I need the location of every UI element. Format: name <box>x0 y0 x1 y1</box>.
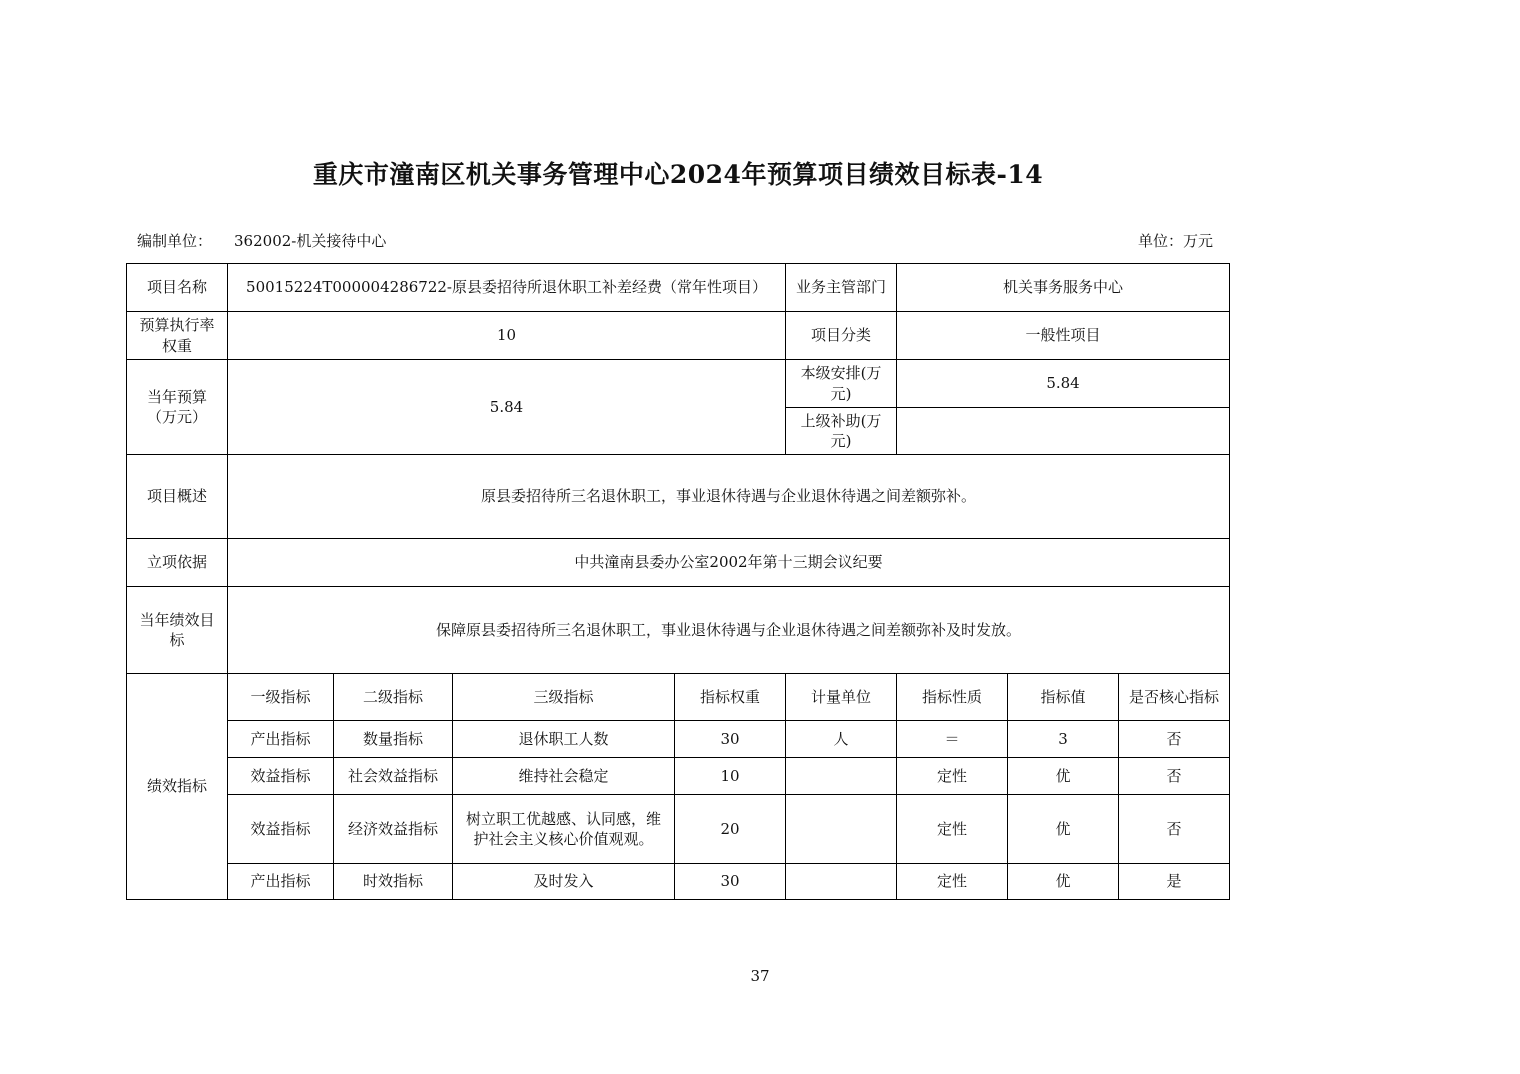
compile-unit-value: 362002-机关接待中心 <box>234 232 387 250</box>
cell-nature: 定性 <box>897 758 1008 795</box>
subsidy-value <box>897 408 1230 455</box>
local-value: 5.84 <box>897 360 1230 408</box>
cell-level1: 效益指标 <box>228 758 334 795</box>
header-level1: 一级指标 <box>228 674 334 721</box>
basis-label: 立项依据 <box>127 539 228 587</box>
cell-weight: 30 <box>675 721 786 758</box>
cell-unit <box>786 758 897 795</box>
table-row <box>127 721 1230 758</box>
cell-value: 3 <box>1008 721 1119 758</box>
cell-core: 是 <box>1119 864 1230 900</box>
cell-core: 否 <box>1119 721 1230 758</box>
cell-unit: 人 <box>786 721 897 758</box>
header-unit: 计量单位 <box>786 674 897 721</box>
cell-core: 否 <box>1119 795 1230 864</box>
exec-weight-value: 10 <box>228 312 786 360</box>
cell-level3: 树立职工优越感、认同感，维护社会主义核心价值观观。 <box>453 795 675 864</box>
cell-value: 优 <box>1008 864 1119 900</box>
compile-unit <box>137 230 386 251</box>
header-weight: 指标权重 <box>675 674 786 721</box>
cell-nature: 定性 <box>897 864 1008 900</box>
dept-value: 机关事务服务中心 <box>897 264 1230 312</box>
cell-weight: 20 <box>675 795 786 864</box>
header-value: 指标值 <box>1008 674 1119 721</box>
cell-level2: 数量指标 <box>334 721 453 758</box>
page-title: 重庆市潼南区机关事务管理中心2024年预算项目绩效目标表-14 <box>312 160 1044 189</box>
table-row <box>127 795 1230 864</box>
budget-label: 当年预算（万元） <box>127 360 228 455</box>
cell-level3: 维持社会稳定 <box>453 758 675 795</box>
cell-level2: 时效指标 <box>334 864 453 900</box>
goal-value: 保障原县委招待所三名退休职工，事业退休待遇与企业退休待遇之间差额弥补及时发放。 <box>228 587 1230 674</box>
header-core: 是否核心指标 <box>1119 674 1230 721</box>
project-name-label: 项目名称 <box>127 264 228 312</box>
basis-value: 中共潼南县委办公室2002年第十三期会议纪要 <box>228 539 1230 587</box>
indicator-section-label: 绩效指标 <box>127 674 228 900</box>
exec-weight-label: 预算执行率权重 <box>127 312 228 360</box>
project-name-value: 50015224T000004286722-原县委招待所退休职工补差经费（常年性项目） <box>228 264 786 312</box>
cell-level3: 退休职工人数 <box>453 721 675 758</box>
category-label: 项目分类 <box>786 312 897 360</box>
dept-label: 业务主管部门 <box>786 264 897 312</box>
cell-level3: 及时发入 <box>453 864 675 900</box>
performance-table <box>126 263 1230 900</box>
cell-weight: 30 <box>675 864 786 900</box>
header-level3: 三级指标 <box>453 674 675 721</box>
header-nature: 指标性质 <box>897 674 1008 721</box>
table-row <box>127 864 1230 900</box>
category-value: 一般性项目 <box>897 312 1230 360</box>
cell-value: 优 <box>1008 795 1119 864</box>
cell-level1: 产出指标 <box>228 721 334 758</box>
cell-value: 优 <box>1008 758 1119 795</box>
cell-level2: 社会效益指标 <box>334 758 453 795</box>
overview-value: 原县委招待所三名退休职工，事业退休待遇与企业退休待遇之间差额弥补。 <box>228 455 1230 539</box>
header-level2: 二级指标 <box>334 674 453 721</box>
budget-value: 5.84 <box>228 360 786 455</box>
page-number: 37 <box>750 967 770 985</box>
compile-unit-label: 编制单位： <box>137 232 213 250</box>
cell-weight: 10 <box>675 758 786 795</box>
cell-nature: 定性 <box>897 795 1008 864</box>
overview-label: 项目概述 <box>127 455 228 539</box>
local-label: 本级安排(万元) <box>786 360 897 408</box>
cell-unit <box>786 795 897 864</box>
cell-core: 否 <box>1119 758 1230 795</box>
table-row <box>127 758 1230 795</box>
goal-label: 当年绩效目标 <box>127 587 228 674</box>
cell-level1: 效益指标 <box>228 795 334 864</box>
subsidy-label: 上级补助(万元) <box>786 408 897 455</box>
cell-level1: 产出指标 <box>228 864 334 900</box>
unit-label: 单位：万元 <box>1138 232 1214 250</box>
cell-unit <box>786 864 897 900</box>
indicator-header-row <box>127 674 1230 721</box>
cell-nature: ＝ <box>897 721 1008 758</box>
cell-level2: 经济效益指标 <box>334 795 453 864</box>
